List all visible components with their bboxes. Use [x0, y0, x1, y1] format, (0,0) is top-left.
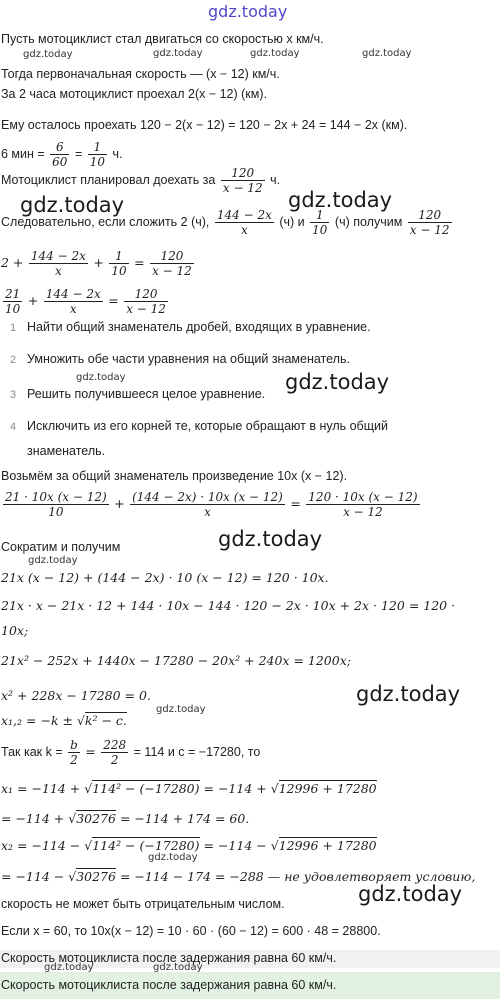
- fraction: [221, 166, 265, 195]
- numerator: 144 − 2x: [216, 208, 272, 222]
- formula-text: x₁ = −114 +: [1, 781, 81, 796]
- formula-text: +: [93, 254, 104, 270]
- denominator: 10: [312, 223, 328, 237]
- step-number: 1: [10, 322, 17, 334]
- list-item: [10, 319, 371, 336]
- answer-line: Скорость мотоциклиста после задержания равна 60 км/ч.: [1, 978, 337, 992]
- denominator: 2: [110, 753, 119, 767]
- denominator: 10: [111, 264, 127, 278]
- sqrt-sign: √: [84, 838, 93, 853]
- formula-line: [1, 208, 454, 237]
- sqrt-content: 114² − (−17280): [92, 781, 200, 796]
- numerator: 1: [310, 208, 329, 223]
- formula-text: = −114 + 174 = 60.: [119, 811, 250, 826]
- numerator: 228: [103, 738, 127, 752]
- list-item: [10, 351, 350, 368]
- fraction: [3, 287, 22, 316]
- formula-text: 6 мин =: [1, 146, 45, 161]
- step-text: Умножить обе части уравнения на общий знаменатель.: [27, 352, 350, 366]
- watermark: gdz.today: [250, 48, 300, 59]
- watermark: gdz.today: [362, 48, 412, 59]
- list-item: [10, 386, 265, 403]
- formula-text: x₁,₂ = −k ±: [1, 713, 73, 728]
- formula-text: ч.: [112, 146, 123, 161]
- denominator: x − 12: [222, 181, 263, 195]
- fraction: [150, 249, 194, 278]
- formula-text: = −114 −: [203, 838, 267, 853]
- denominator: 10: [5, 302, 21, 316]
- text-line: Возьмём за общий знаменатель произведение 10x (x − 12).: [1, 469, 348, 483]
- formula-text: = −114 +: [203, 781, 267, 796]
- formula-text: = −114 −: [1, 869, 65, 884]
- numerator: 144 − 2x: [45, 287, 101, 301]
- formula-text: x₂ = −114 −: [1, 838, 81, 853]
- watermark: gdz.today: [156, 704, 206, 715]
- sqrt-sign: √: [68, 811, 77, 826]
- formula-text: Так как k =: [1, 744, 63, 759]
- text-line: скорость не может быть отрицательным числом.: [1, 897, 285, 911]
- text-line: Пусть мотоциклист стал двигаться со скоростью x км/ч.: [1, 32, 324, 46]
- formula-line: [1, 249, 196, 278]
- numerator: 120: [124, 287, 168, 302]
- text-line: Тогда первоначальная скорость — (x − 12) км/ч.: [1, 67, 280, 81]
- watermark: gdz.today: [218, 527, 323, 551]
- formula-text: =: [85, 743, 96, 759]
- step-text: Найти общий знаменатель дробей, входящих в уравнение.: [27, 320, 371, 334]
- watermark: gdz.today: [44, 962, 94, 973]
- denominator: x: [55, 264, 62, 278]
- fraction: [109, 249, 128, 278]
- formula-text: = −114 +: [1, 811, 65, 826]
- formula-line: [1, 738, 260, 767]
- sqrt-sign: √: [270, 838, 279, 853]
- numerator: 120: [221, 166, 265, 181]
- formula-line: [1, 713, 127, 729]
- formula-text: Следовательно, если сложить 2 (ч),: [1, 214, 210, 229]
- formula-text: (ч) получим: [334, 214, 403, 229]
- watermark: gdz.today: [76, 372, 126, 383]
- numerator: 1: [109, 249, 128, 264]
- step-number: 2: [10, 354, 17, 366]
- denominator: 60: [52, 155, 68, 169]
- sqrt-sign: √: [68, 869, 77, 884]
- fraction: [44, 287, 103, 316]
- fraction: [124, 287, 168, 316]
- denominator: x − 12: [152, 264, 192, 278]
- formula-line: 10x;: [1, 623, 29, 638]
- sqrt-content: 30276: [76, 811, 116, 826]
- denominator: x: [240, 223, 248, 237]
- numerator: 21 · 10x (x − 12): [5, 490, 107, 504]
- sqrt-content: 12996 + 17280: [278, 838, 377, 853]
- sqrt-sign: √: [270, 781, 279, 796]
- numerator: 120: [408, 208, 452, 223]
- sqrt-content: 12996 + 17280: [278, 781, 377, 796]
- numerator: 144 − 2x: [30, 249, 86, 263]
- sqrt-sign: √: [84, 781, 93, 796]
- fraction: [101, 738, 128, 767]
- sqrt-content: 114² − (−17280): [92, 838, 200, 853]
- list-item: [10, 418, 388, 435]
- formula-text: = 114 и c = −17280, то: [133, 744, 261, 759]
- denominator: x: [69, 302, 77, 316]
- formula-line: [1, 287, 170, 316]
- formula-line: [1, 166, 280, 195]
- watermark: gdz.today: [153, 962, 203, 973]
- fraction: [130, 490, 285, 519]
- denominator: 10: [48, 505, 64, 519]
- numerator: 120 · 10x (x − 12): [308, 490, 418, 504]
- numerator: (144 − 2x) · 10x (x − 12): [132, 490, 283, 504]
- formula-text: =: [74, 146, 83, 161]
- denominator: x − 12: [409, 223, 450, 237]
- text-line: Ему осталось проехать 120 − 2(x − 12) = 120 − 2x + 24 = 144 − 2x (км).: [1, 118, 408, 132]
- fraction: [50, 140, 69, 169]
- formula-text: +: [27, 292, 39, 308]
- formula-text: =: [134, 254, 145, 270]
- denominator: x − 12: [343, 505, 383, 519]
- step-text: знаменатель.: [27, 444, 106, 458]
- fraction: [306, 490, 419, 519]
- fraction: [310, 208, 329, 237]
- denominator: x − 12: [126, 302, 166, 316]
- numerator: 120: [150, 249, 194, 264]
- watermark: gdz.today: [356, 682, 461, 706]
- formula-line: 21x² − 252x + 1440x − 17280 − 20x² + 240x = 1200x;: [1, 653, 351, 668]
- numerator: b: [70, 738, 78, 752]
- formula-text: +: [114, 495, 125, 511]
- fraction: [88, 140, 107, 169]
- fraction: [215, 208, 274, 237]
- list-item: [10, 443, 105, 459]
- sqrt-content: k² − c.: [84, 713, 127, 728]
- watermark: gdz.today: [23, 49, 73, 60]
- formula-line: 21x (x − 12) + (144 − 2x) · 10 (x − 12) = 120 · 10x.: [1, 570, 329, 585]
- numerator: 6: [50, 140, 69, 155]
- fraction: [3, 490, 109, 519]
- denominator: 2: [70, 753, 78, 767]
- formula-text: ч.: [270, 172, 281, 187]
- text-line: Сократим и получим: [1, 540, 121, 554]
- watermark: gdz.today: [153, 48, 203, 59]
- text-line: Скорость мотоциклиста после задержания равна 60 км/ч.: [1, 951, 337, 965]
- formula-line: [1, 490, 422, 519]
- numerator: 1: [88, 140, 107, 155]
- text-line: За 2 часа мотоциклист проехал 2(x − 12) (км).: [1, 87, 268, 101]
- sqrt-content: 30276: [76, 869, 116, 884]
- formula-line: [1, 781, 377, 797]
- watermark: gdz.today: [288, 188, 393, 212]
- formula-line: x² + 228x − 17280 = 0.: [1, 688, 151, 703]
- fraction: [408, 208, 452, 237]
- fraction: [29, 249, 88, 278]
- formula-text: (ч) и: [279, 214, 305, 229]
- fraction: [68, 738, 80, 767]
- formula-line: [1, 811, 249, 827]
- watermark: gdz.today: [28, 555, 78, 566]
- numerator: 21: [5, 287, 21, 301]
- denominator: 10: [89, 155, 106, 169]
- watermark: gdz.today: [358, 882, 463, 906]
- formula-line: [1, 869, 475, 885]
- sqrt-sign: √: [76, 713, 85, 728]
- watermark: gdz.today: [20, 193, 125, 217]
- watermark: gdz.today: [148, 852, 198, 863]
- formula-text: Мотоциклист планировал доехать за: [1, 172, 216, 187]
- watermark: gdz.today: [285, 370, 390, 394]
- step-number: 3: [10, 389, 17, 401]
- text-line: Если x = 60, то 10x(x − 12) = 10 · 60 · (60 − 12) = 600 · 48 = 28800.: [1, 924, 381, 938]
- formula-line: [1, 838, 377, 854]
- formula-text: =: [290, 495, 301, 511]
- formula-line: 21x · x − 21x · 12 + 144 · 10x − 144 · 120 − 2x · 10x + 2x · 120 = 120 ·: [1, 598, 456, 613]
- denominator: x: [204, 505, 211, 519]
- step-number: 4: [10, 421, 17, 433]
- formula-text: = −114 − 174 = −288 — не удовлетворяет условию,: [119, 869, 476, 884]
- formula-text: =: [108, 292, 119, 308]
- watermark-top: gdz.today: [208, 2, 288, 21]
- step-text: Исключить из его корней те, которые обращают в нуль общий: [27, 419, 388, 433]
- step-text: Решить получившееся целое уравнение.: [27, 387, 266, 401]
- formula-text: 2 +: [1, 254, 24, 270]
- formula-line: [1, 140, 123, 169]
